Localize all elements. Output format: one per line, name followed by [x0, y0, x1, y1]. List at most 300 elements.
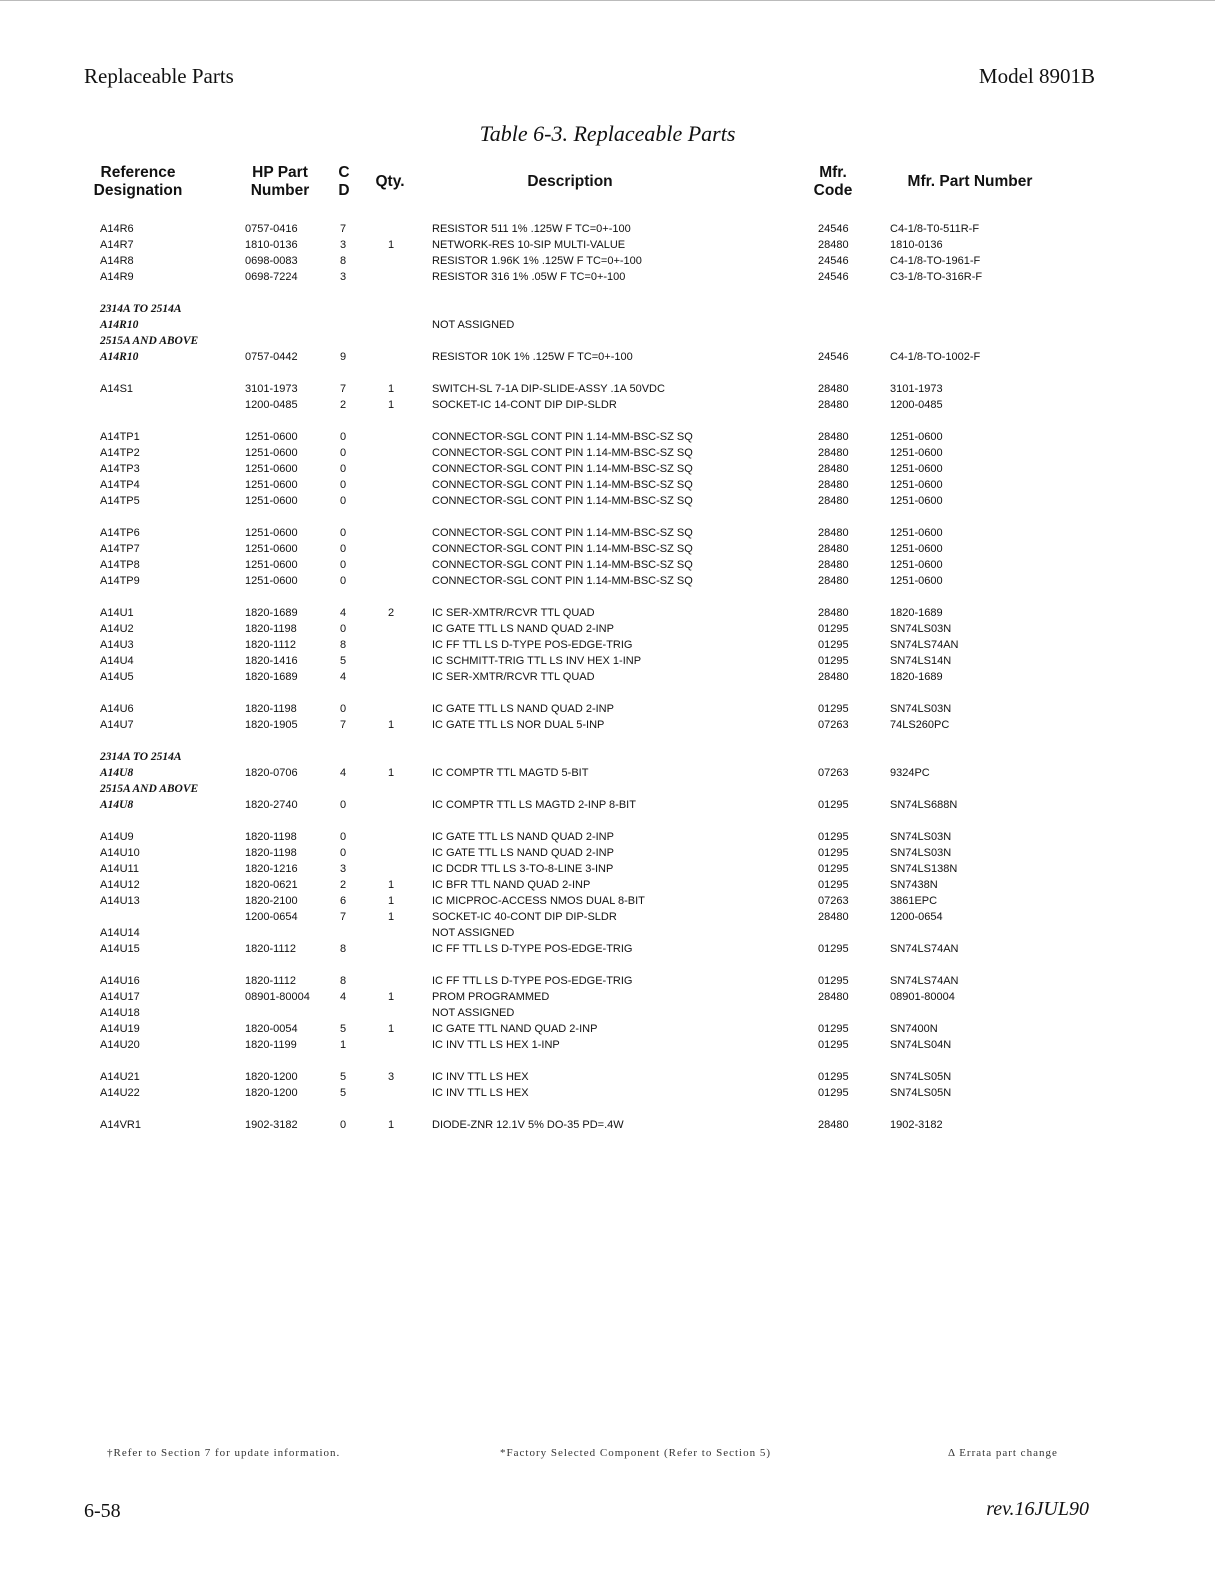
cell-mfr-code: 28480 — [818, 559, 849, 571]
cell-description: IC SER-XMTR/RCVR TTL QUAD — [432, 607, 595, 619]
cell-cd: 4 — [340, 991, 347, 1003]
cell-cd: 0 — [340, 703, 347, 715]
cell-mfr-part-number: SN74LS05N — [890, 1087, 952, 1099]
cell-ref-designation: A14R6 — [100, 223, 134, 235]
cell-hp-part-number: 1251-0600 — [245, 575, 298, 587]
cell-mfr-part-number: 1251-0600 — [890, 527, 943, 539]
cell-mfr-code: 28480 — [818, 543, 849, 555]
cell-cd: 0 — [340, 463, 347, 475]
cell-cd: 2 — [340, 399, 347, 411]
cell-hp-part-number: 1820-1200 — [245, 1087, 298, 1099]
cell-mfr-code: 28480 — [818, 463, 849, 475]
cell-mfr-code: 01295 — [818, 1071, 849, 1083]
cell-description: CONNECTOR-SGL CONT PIN 1.14-MM-BSC-SZ SQ — [432, 543, 693, 555]
cell-description: NETWORK-RES 10-SIP MULTI-VALUE — [432, 239, 626, 251]
cell-ref-designation: A14U7 — [100, 719, 134, 731]
table-row — [0, 621, 1215, 637]
cell-hp-part-number: 0757-0416 — [245, 223, 298, 235]
cell-ref-designation: A14U2 — [100, 623, 134, 635]
cell-cd: 4 — [340, 671, 347, 683]
cell-ref-designation: A14U10 — [100, 847, 140, 859]
cell-description: NOT ASSIGNED — [432, 1007, 515, 1019]
cell-description: CONNECTOR-SGL CONT PIN 1.14-MM-BSC-SZ SQ — [432, 463, 693, 475]
cell-cd: 3 — [340, 863, 347, 875]
cell-mfr-code: 07263 — [818, 719, 849, 731]
cell-cd: 0 — [340, 623, 347, 635]
cell-cd: 0 — [340, 543, 347, 555]
row-spacer — [0, 1101, 1215, 1117]
cell-mfr-part-number: 1251-0600 — [890, 479, 943, 491]
top-rule — [0, 0, 1215, 1]
cell-mfr-code: 07263 — [818, 895, 849, 907]
cell-qty: 1 — [388, 895, 395, 907]
cell-mfr-code: 28480 — [818, 1119, 849, 1131]
cell-ref-designation: A14TP5 — [100, 495, 140, 507]
row-spacer — [0, 733, 1215, 749]
cell-mfr-part-number: 1251-0600 — [890, 495, 943, 507]
cell-mfr-part-number: SN7400N — [890, 1023, 938, 1035]
cell-mfr-part-number: SN74LS74AN — [890, 975, 959, 987]
table-row — [0, 989, 1215, 1005]
cell-hp-part-number: 1820-1198 — [245, 847, 297, 859]
table-row — [0, 493, 1215, 509]
cell-cd: 0 — [340, 1119, 347, 1131]
table-row — [0, 845, 1215, 861]
cell-qty: 1 — [388, 911, 395, 923]
cell-qty: 1 — [388, 239, 395, 251]
row-spacer — [0, 685, 1215, 701]
cell-ref-designation: A14TP6 — [100, 527, 140, 539]
cell-description: IC INV TTL LS HEX 1-INP — [432, 1039, 560, 1051]
cell-mfr-part-number: 1251-0600 — [890, 431, 943, 443]
cell-hp-part-number: 1820-0706 — [245, 767, 298, 779]
cell-ref-designation: A14TP8 — [100, 559, 140, 571]
cell-description: SOCKET-IC 14-CONT DIP DIP-SLDR — [432, 399, 617, 411]
cell-mfr-part-number: 74LS260PC — [890, 719, 950, 731]
cell-mfr-part-number: SN74LS688N — [890, 799, 958, 811]
cell-description: IC GATE TTL LS NAND QUAD 2-INP — [432, 703, 614, 715]
cell-cd: 6 — [340, 895, 347, 907]
cell-description: CONNECTOR-SGL CONT PIN 1.14-MM-BSC-SZ SQ — [432, 559, 693, 571]
cell-description: CONNECTOR-SGL CONT PIN 1.14-MM-BSC-SZ SQ — [432, 495, 693, 507]
cell-mfr-code: 24546 — [818, 255, 849, 267]
cell-mfr-code: 01295 — [818, 831, 849, 843]
cell-description: DIODE-ZNR 12.1V 5% DO-35 PD=.4W — [432, 1119, 624, 1131]
cell-qty: 1 — [388, 719, 395, 731]
cell-qty: 1 — [388, 383, 395, 395]
cell-hp-part-number: 1200-0485 — [245, 399, 298, 411]
table-row — [0, 301, 1215, 317]
cell-ref-designation: A14U14 — [100, 927, 140, 939]
cell-description: IC FF TTL LS D-TYPE POS-EDGE-TRIG — [432, 943, 633, 955]
cell-description: SWITCH-SL 7-1A DIP-SLIDE-ASSY .1A 50VDC — [432, 383, 665, 395]
cell-cd: 1 — [340, 1039, 347, 1051]
cell-hp-part-number: 1902-3182 — [245, 1119, 298, 1131]
table-row — [0, 893, 1215, 909]
cell-description: SOCKET-IC 40-CONT DIP DIP-SLDR — [432, 911, 617, 923]
cell-ref-designation: A14R9 — [100, 271, 134, 283]
cell-hp-part-number: 1820-1216 — [245, 863, 298, 875]
table-row — [0, 349, 1215, 365]
cell-mfr-code: 28480 — [818, 911, 849, 923]
cell-mfr-part-number: 1810-0136 — [890, 239, 943, 251]
cell-description: IC FF TTL LS D-TYPE POS-EDGE-TRIG — [432, 639, 633, 651]
cell-ref-designation: A14U3 — [100, 639, 134, 651]
cell-cd: 2 — [340, 879, 347, 891]
cell-mfr-part-number: 1251-0600 — [890, 463, 943, 475]
revision-date: rev.16JUL90 — [986, 1498, 1089, 1520]
table-row — [0, 429, 1215, 445]
table-row — [0, 653, 1215, 669]
col-reference-designation: Reference Designation — [93, 164, 183, 199]
cell-cd: 5 — [340, 1023, 347, 1035]
cell-ref-designation: A14U4 — [100, 655, 134, 667]
cell-mfr-part-number: 3101-1973 — [890, 383, 943, 395]
cell-ref-designation: A14U19 — [100, 1023, 140, 1035]
cell-hp-part-number: 1251-0600 — [245, 559, 298, 571]
footnote-errata: Δ Errata part change — [948, 1447, 1058, 1459]
cell-mfr-part-number: 1251-0600 — [890, 559, 943, 571]
cell-qty: 1 — [388, 767, 395, 779]
table-row — [0, 477, 1215, 493]
cell-description: RESISTOR 511 1% .125W F TC=0+-100 — [432, 223, 631, 235]
cell-ref-designation: A14S1 — [100, 383, 134, 395]
cell-mfr-code: 24546 — [818, 223, 849, 235]
cell-ref-designation: A14U11 — [100, 863, 139, 875]
cell-cd: 8 — [340, 943, 347, 955]
cell-mfr-part-number: 1251-0600 — [890, 543, 943, 555]
cell-cd: 0 — [340, 495, 347, 507]
cell-hp-part-number: 1820-1199 — [245, 1039, 297, 1051]
cell-mfr-part-number: 1251-0600 — [890, 447, 943, 459]
cell-hp-part-number: 1251-0600 — [245, 463, 298, 475]
cell-hp-part-number: 0757-0442 — [245, 351, 298, 363]
cell-description: CONNECTOR-SGL CONT PIN 1.14-MM-BSC-SZ SQ — [432, 431, 693, 443]
cell-description: IC GATE TTL LS NAND QUAD 2-INP — [432, 623, 614, 635]
cell-mfr-code: 24546 — [818, 351, 849, 363]
cell-description: IC MICPROC-ACCESS NMOS DUAL 8-BIT — [432, 895, 645, 907]
cell-description: IC COMPTR TTL MAGTD 5-BIT — [432, 767, 589, 779]
table-row — [0, 1021, 1215, 1037]
cell-ref-designation: A14U22 — [100, 1087, 140, 1099]
cell-mfr-part-number: 1902-3182 — [890, 1119, 943, 1131]
table-row — [0, 1069, 1215, 1085]
cell-hp-part-number: 1820-1198 — [245, 703, 297, 715]
cell-cd: 0 — [340, 831, 347, 843]
cell-mfr-code: 01295 — [818, 639, 849, 651]
cell-description: NOT ASSIGNED — [432, 927, 515, 939]
cell-description: IC FF TTL LS D-TYPE POS-EDGE-TRIG — [432, 975, 633, 987]
cell-mfr-code: 07263 — [818, 767, 849, 779]
cell-description: RESISTOR 1.96K 1% .125W F TC=0+-100 — [432, 255, 642, 267]
cell-cd: 0 — [340, 575, 347, 587]
cell-description: CONNECTOR-SGL CONT PIN 1.14-MM-BSC-SZ SQ — [432, 447, 693, 459]
cell-mfr-part-number: SN74LS04N — [890, 1039, 952, 1051]
cell-mfr-code: 28480 — [818, 575, 849, 587]
cell-cd: 7 — [340, 223, 347, 235]
cell-hp-part-number: 1820-1198 — [245, 831, 297, 843]
table-row — [0, 253, 1215, 269]
cell-ref-designation: 2515A AND ABOVE — [100, 335, 199, 347]
cell-mfr-code: 28480 — [818, 527, 849, 539]
cell-mfr-code: 01295 — [818, 623, 849, 635]
cell-description: RESISTOR 10K 1% .125W F TC=0+-100 — [432, 351, 633, 363]
section-header: Replaceable Parts — [84, 64, 234, 88]
table-title: Table 6-3. Replaceable Parts — [479, 121, 736, 146]
table-row — [0, 269, 1215, 285]
cell-description: CONNECTOR-SGL CONT PIN 1.14-MM-BSC-SZ SQ — [432, 479, 693, 491]
cell-hp-part-number: 1820-2100 — [245, 895, 298, 907]
cell-hp-part-number: 1251-0600 — [245, 527, 298, 539]
cell-mfr-code: 28480 — [818, 239, 849, 251]
table-row — [0, 573, 1215, 589]
table-row — [0, 237, 1215, 253]
cell-mfr-code: 01295 — [818, 655, 849, 667]
cell-ref-designation: A14TP2 — [100, 447, 140, 459]
cell-mfr-part-number: 1251-0600 — [890, 575, 943, 587]
table-row — [0, 941, 1215, 957]
cell-mfr-part-number: SN74LS03N — [890, 831, 952, 843]
cell-ref-designation: A14TP9 — [100, 575, 140, 587]
cell-mfr-part-number: SN74LS03N — [890, 623, 952, 635]
table-row — [0, 781, 1215, 797]
table-row — [0, 541, 1215, 557]
table-row — [0, 829, 1215, 845]
table-row — [0, 525, 1215, 541]
cell-hp-part-number: 1820-1200 — [245, 1071, 298, 1083]
cell-mfr-part-number: C4-1/8-T0-511R-F — [890, 223, 980, 235]
cell-qty: 1 — [388, 399, 395, 411]
cell-mfr-code: 01295 — [818, 863, 849, 875]
cell-ref-designation: A14U15 — [100, 943, 140, 955]
cell-ref-designation: A14U21 — [100, 1071, 140, 1083]
table-row — [0, 445, 1215, 461]
cell-hp-part-number: 1820-0621 — [245, 879, 298, 891]
cell-mfr-code: 01295 — [818, 1023, 849, 1035]
cell-hp-part-number: 1820-1689 — [245, 607, 298, 619]
cell-description: IC BFR TTL NAND QUAD 2-INP — [432, 879, 591, 891]
table-row — [0, 877, 1215, 893]
cell-hp-part-number: 1251-0600 — [245, 479, 298, 491]
table-row — [0, 333, 1215, 349]
cell-mfr-part-number: 1820-1689 — [890, 607, 943, 619]
cell-ref-designation: A14TP3 — [100, 463, 140, 475]
cell-description: IC GATE TTL LS NAND QUAD 2-INP — [432, 831, 614, 843]
cell-hp-part-number: 0698-7224 — [245, 271, 298, 283]
cell-ref-designation: 2314A TO 2514A — [100, 303, 182, 315]
cell-mfr-code: 28480 — [818, 431, 849, 443]
cell-description: IC GATE TTL NAND QUAD 2-INP — [432, 1023, 598, 1035]
cell-ref-designation: A14U18 — [100, 1007, 140, 1019]
page-number: 6-58 — [84, 1500, 121, 1522]
cell-hp-part-number: 1820-2740 — [245, 799, 298, 811]
cell-hp-part-number: 08901-80004 — [245, 991, 310, 1003]
cell-mfr-part-number: SN74LS03N — [890, 703, 952, 715]
cell-mfr-part-number: 08901-80004 — [890, 991, 955, 1003]
cell-ref-designation: A14U13 — [100, 895, 140, 907]
cell-mfr-part-number: 1820-1689 — [890, 671, 943, 683]
cell-ref-designation: A14U9 — [100, 831, 134, 843]
cell-hp-part-number: 1810-0136 — [245, 239, 298, 251]
cell-mfr-code: 01295 — [818, 799, 849, 811]
cell-cd: 0 — [340, 559, 347, 571]
table-row — [0, 669, 1215, 685]
cell-description: NOT ASSIGNED — [432, 319, 515, 331]
cell-mfr-code: 28480 — [818, 991, 849, 1003]
cell-mfr-part-number: 1200-0654 — [890, 911, 943, 923]
cell-mfr-code: 01295 — [818, 1087, 849, 1099]
cell-mfr-code: 01295 — [818, 943, 849, 955]
cell-hp-part-number: 1820-1112 — [245, 975, 296, 987]
col-hp-part-number: HP Part Number — [250, 164, 310, 199]
cell-description: CONNECTOR-SGL CONT PIN 1.14-MM-BSC-SZ SQ — [432, 527, 693, 539]
cell-ref-designation: A14U8 — [100, 799, 134, 811]
cell-ref-designation: A14R10 — [100, 351, 139, 363]
table-row — [0, 909, 1215, 925]
table-row — [0, 557, 1215, 573]
cell-hp-part-number: 1820-0054 — [245, 1023, 298, 1035]
cell-cd: 8 — [340, 255, 347, 267]
cell-qty: 2 — [388, 607, 395, 619]
table-row — [0, 1085, 1215, 1101]
cell-ref-designation: A14R7 — [100, 239, 134, 251]
cell-cd: 8 — [340, 975, 347, 987]
cell-cd: 3 — [340, 239, 347, 251]
cell-mfr-part-number: SN74LS74AN — [890, 639, 959, 651]
cell-ref-designation: A14TP7 — [100, 543, 140, 555]
col-mfr-code: Mfr. Code — [813, 164, 853, 199]
table-row — [0, 925, 1215, 941]
cell-mfr-code: 01295 — [818, 975, 849, 987]
cell-description: IC SER-XMTR/RCVR TTL QUAD — [432, 671, 595, 683]
table-row — [0, 1037, 1215, 1053]
cell-ref-designation: A14U5 — [100, 671, 134, 683]
row-spacer — [0, 365, 1215, 381]
cell-description: IC COMPTR TTL LS MAGTD 2-INP 8-BIT — [432, 799, 636, 811]
parts-table — [0, 221, 1215, 1133]
cell-qty: 1 — [388, 1119, 395, 1131]
cell-mfr-code: 24546 — [818, 271, 849, 283]
table-row — [0, 605, 1215, 621]
cell-cd: 9 — [340, 351, 347, 363]
cell-cd: 7 — [340, 911, 347, 923]
cell-hp-part-number: 1820-1112 — [245, 639, 296, 651]
cell-mfr-part-number: SN74LS03N — [890, 847, 952, 859]
cell-mfr-code: 28480 — [818, 383, 849, 395]
model-header: Model 8901B — [978, 64, 1095, 88]
cell-cd: 0 — [340, 479, 347, 491]
cell-description: IC INV TTL LS HEX — [432, 1087, 529, 1099]
cell-qty: 1 — [388, 991, 395, 1003]
cell-cd: 0 — [340, 527, 347, 539]
cell-mfr-part-number: SN74LS14N — [890, 655, 952, 667]
cell-ref-designation: A14U1 — [100, 607, 134, 619]
cell-cd: 7 — [340, 383, 347, 395]
cell-mfr-code: 28480 — [818, 607, 849, 619]
footnote-update: †Refer to Section 7 for update information. — [107, 1447, 341, 1459]
cell-description: RESISTOR 316 1% .05W F TC=0+-100 — [432, 271, 626, 283]
col-description: Description — [527, 173, 613, 190]
cell-mfr-code: 28480 — [818, 447, 849, 459]
cell-mfr-part-number: C4-1/8-TO-1002-F — [890, 351, 981, 363]
cell-description: CONNECTOR-SGL CONT PIN 1.14-MM-BSC-SZ SQ — [432, 575, 693, 587]
cell-qty: 1 — [388, 1023, 395, 1035]
table-row — [0, 765, 1215, 781]
cell-hp-part-number: 1251-0600 — [245, 431, 298, 443]
table-row — [0, 797, 1215, 813]
col-qty: Qty. — [375, 173, 405, 190]
cell-hp-part-number: 1200-0654 — [245, 911, 298, 923]
cell-ref-designation: A14U20 — [100, 1039, 140, 1051]
row-spacer — [0, 589, 1215, 605]
row-spacer — [0, 813, 1215, 829]
cell-cd: 5 — [340, 655, 347, 667]
cell-description: PROM PROGRAMMED — [432, 991, 550, 1003]
cell-cd: 4 — [340, 767, 347, 779]
table-row — [0, 1005, 1215, 1021]
cell-mfr-part-number: SN74LS74AN — [890, 943, 959, 955]
table-row — [0, 221, 1215, 237]
cell-mfr-code: 01295 — [818, 1039, 849, 1051]
footnote-factory-selected: *Factory Selected Component (Refer to Section 5) — [500, 1447, 771, 1459]
cell-hp-part-number: 1251-0600 — [245, 543, 298, 555]
cell-description: IC INV TTL LS HEX — [432, 1071, 529, 1083]
table-row — [0, 861, 1215, 877]
cell-hp-part-number: 1820-1112 — [245, 943, 296, 955]
cell-mfr-code: 28480 — [818, 479, 849, 491]
cell-hp-part-number: 1820-1198 — [245, 623, 297, 635]
cell-mfr-part-number: SN74LS05N — [890, 1071, 952, 1083]
cell-cd: 5 — [340, 1071, 347, 1083]
table-row — [0, 637, 1215, 653]
cell-cd: 0 — [340, 447, 347, 459]
row-spacer — [0, 509, 1215, 525]
cell-cd: 5 — [340, 1087, 347, 1099]
cell-cd: 8 — [340, 639, 347, 651]
cell-mfr-part-number: SN7438N — [890, 879, 938, 891]
cell-hp-part-number: 3101-1973 — [245, 383, 298, 395]
table-row — [0, 461, 1215, 477]
cell-mfr-code: 01295 — [818, 847, 849, 859]
cell-ref-designation: 2515A AND ABOVE — [100, 783, 199, 795]
cell-qty: 3 — [388, 1071, 395, 1083]
col-cd: C D — [338, 164, 350, 199]
cell-cd: 3 — [340, 271, 347, 283]
cell-hp-part-number: 1820-1905 — [245, 719, 298, 731]
cell-description: IC GATE TTL LS NAND QUAD 2-INP — [432, 847, 614, 859]
cell-description: IC DCDR TTL LS 3-TO-8-LINE 3-INP — [432, 863, 614, 875]
cell-ref-designation: A14U12 — [100, 879, 140, 891]
cell-mfr-code: 01295 — [818, 879, 849, 891]
table-row — [0, 717, 1215, 733]
cell-hp-part-number: 1820-1416 — [245, 655, 298, 667]
table-row — [0, 1117, 1215, 1133]
cell-ref-designation: A14TP1 — [100, 431, 140, 443]
cell-mfr-code: 28480 — [818, 671, 849, 683]
cell-cd: 4 — [340, 607, 347, 619]
cell-ref-designation: A14U16 — [100, 975, 140, 987]
col-mfr-part-number: Mfr. Part Number — [907, 173, 1033, 190]
cell-hp-part-number: 1251-0600 — [245, 495, 298, 507]
table-row — [0, 397, 1215, 413]
cell-ref-designation: 2314A TO 2514A — [100, 751, 182, 763]
cell-mfr-code: 28480 — [818, 495, 849, 507]
row-spacer — [0, 1053, 1215, 1069]
cell-description: IC SCHMITT-TRIG TTL LS INV HEX 1-INP — [432, 655, 642, 667]
row-spacer — [0, 285, 1215, 301]
cell-ref-designation: A14U6 — [100, 703, 134, 715]
cell-cd: 0 — [340, 431, 347, 443]
